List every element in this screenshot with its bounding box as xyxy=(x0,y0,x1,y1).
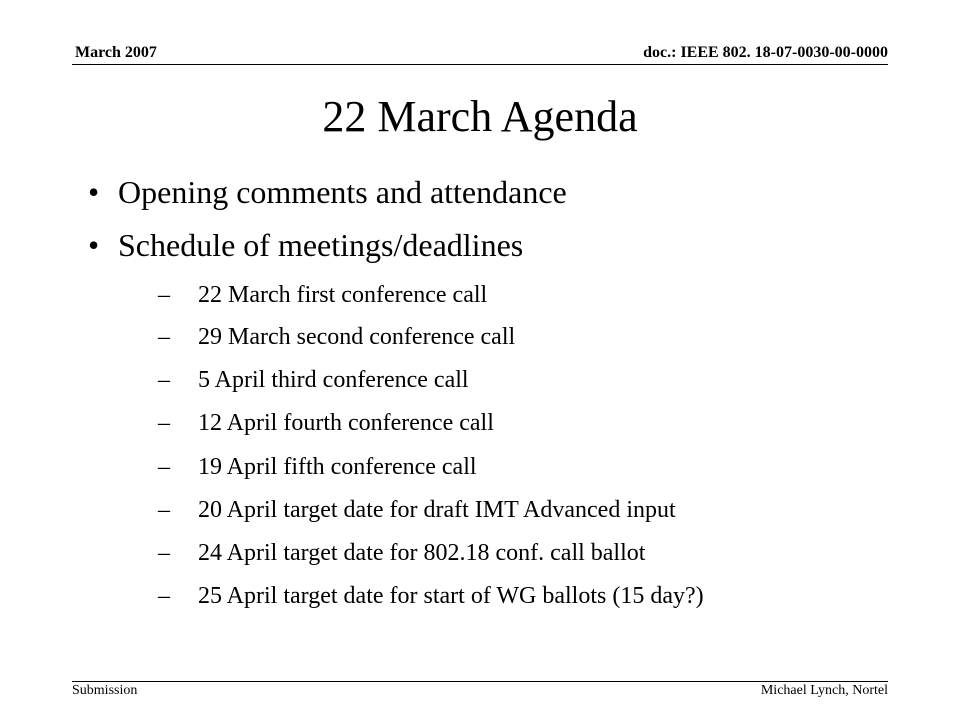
sub-marker: – xyxy=(158,410,170,436)
sub-item-19-april xyxy=(158,453,477,481)
sub-item-22-march xyxy=(158,281,487,309)
sub-item-20-april xyxy=(158,496,676,524)
sub-text: 24 April target date for 802.18 conf. call ballot xyxy=(198,540,646,566)
header-rule xyxy=(72,64,888,65)
sub-text: 29 March second conference call xyxy=(198,324,516,350)
bullet-marker: • xyxy=(88,174,100,210)
sub-text: 12 April fourth conference call xyxy=(198,410,494,436)
header-date: March 2007 xyxy=(75,44,157,61)
sub-text: 20 April target date for draft IMT Advanced input xyxy=(198,497,676,523)
bullet-marker: • xyxy=(88,227,100,263)
sub-item-12-april xyxy=(158,409,494,437)
page-title: 22 March Agenda xyxy=(322,92,638,141)
sub-text: 22 March first conference call xyxy=(198,282,488,308)
sub-text: 25 April target date for start of WG ballots (15 day?) xyxy=(198,583,704,609)
sub-marker: – xyxy=(158,367,170,393)
sub-marker: – xyxy=(158,497,170,523)
bullet-item-opening xyxy=(88,173,567,211)
footer-author: Michael Lynch, Nortel xyxy=(760,683,888,698)
sub-item-24-april xyxy=(158,539,645,567)
sub-item-25-april xyxy=(158,582,704,610)
sub-text: 19 April fifth conference call xyxy=(198,454,477,480)
bullet-text: Opening comments and attendance xyxy=(118,174,567,210)
sub-marker: – xyxy=(158,540,170,566)
bullet-text: Schedule of meetings/deadlines xyxy=(118,227,524,263)
header-doc-id: doc.: IEEE 802. 18-07-0030-00-0000 xyxy=(643,44,888,61)
sub-text: 5 April third conference call xyxy=(198,367,469,393)
sub-item-5-april xyxy=(158,366,469,394)
footer-rule xyxy=(72,681,888,682)
footer-submission: Submission xyxy=(72,683,138,698)
bullet-item-schedule xyxy=(88,226,523,264)
sub-marker: – xyxy=(158,583,170,609)
sub-item-29-march xyxy=(158,323,515,351)
sub-marker: – xyxy=(158,454,170,480)
sub-marker: – xyxy=(158,282,170,308)
sub-marker: – xyxy=(158,324,170,350)
